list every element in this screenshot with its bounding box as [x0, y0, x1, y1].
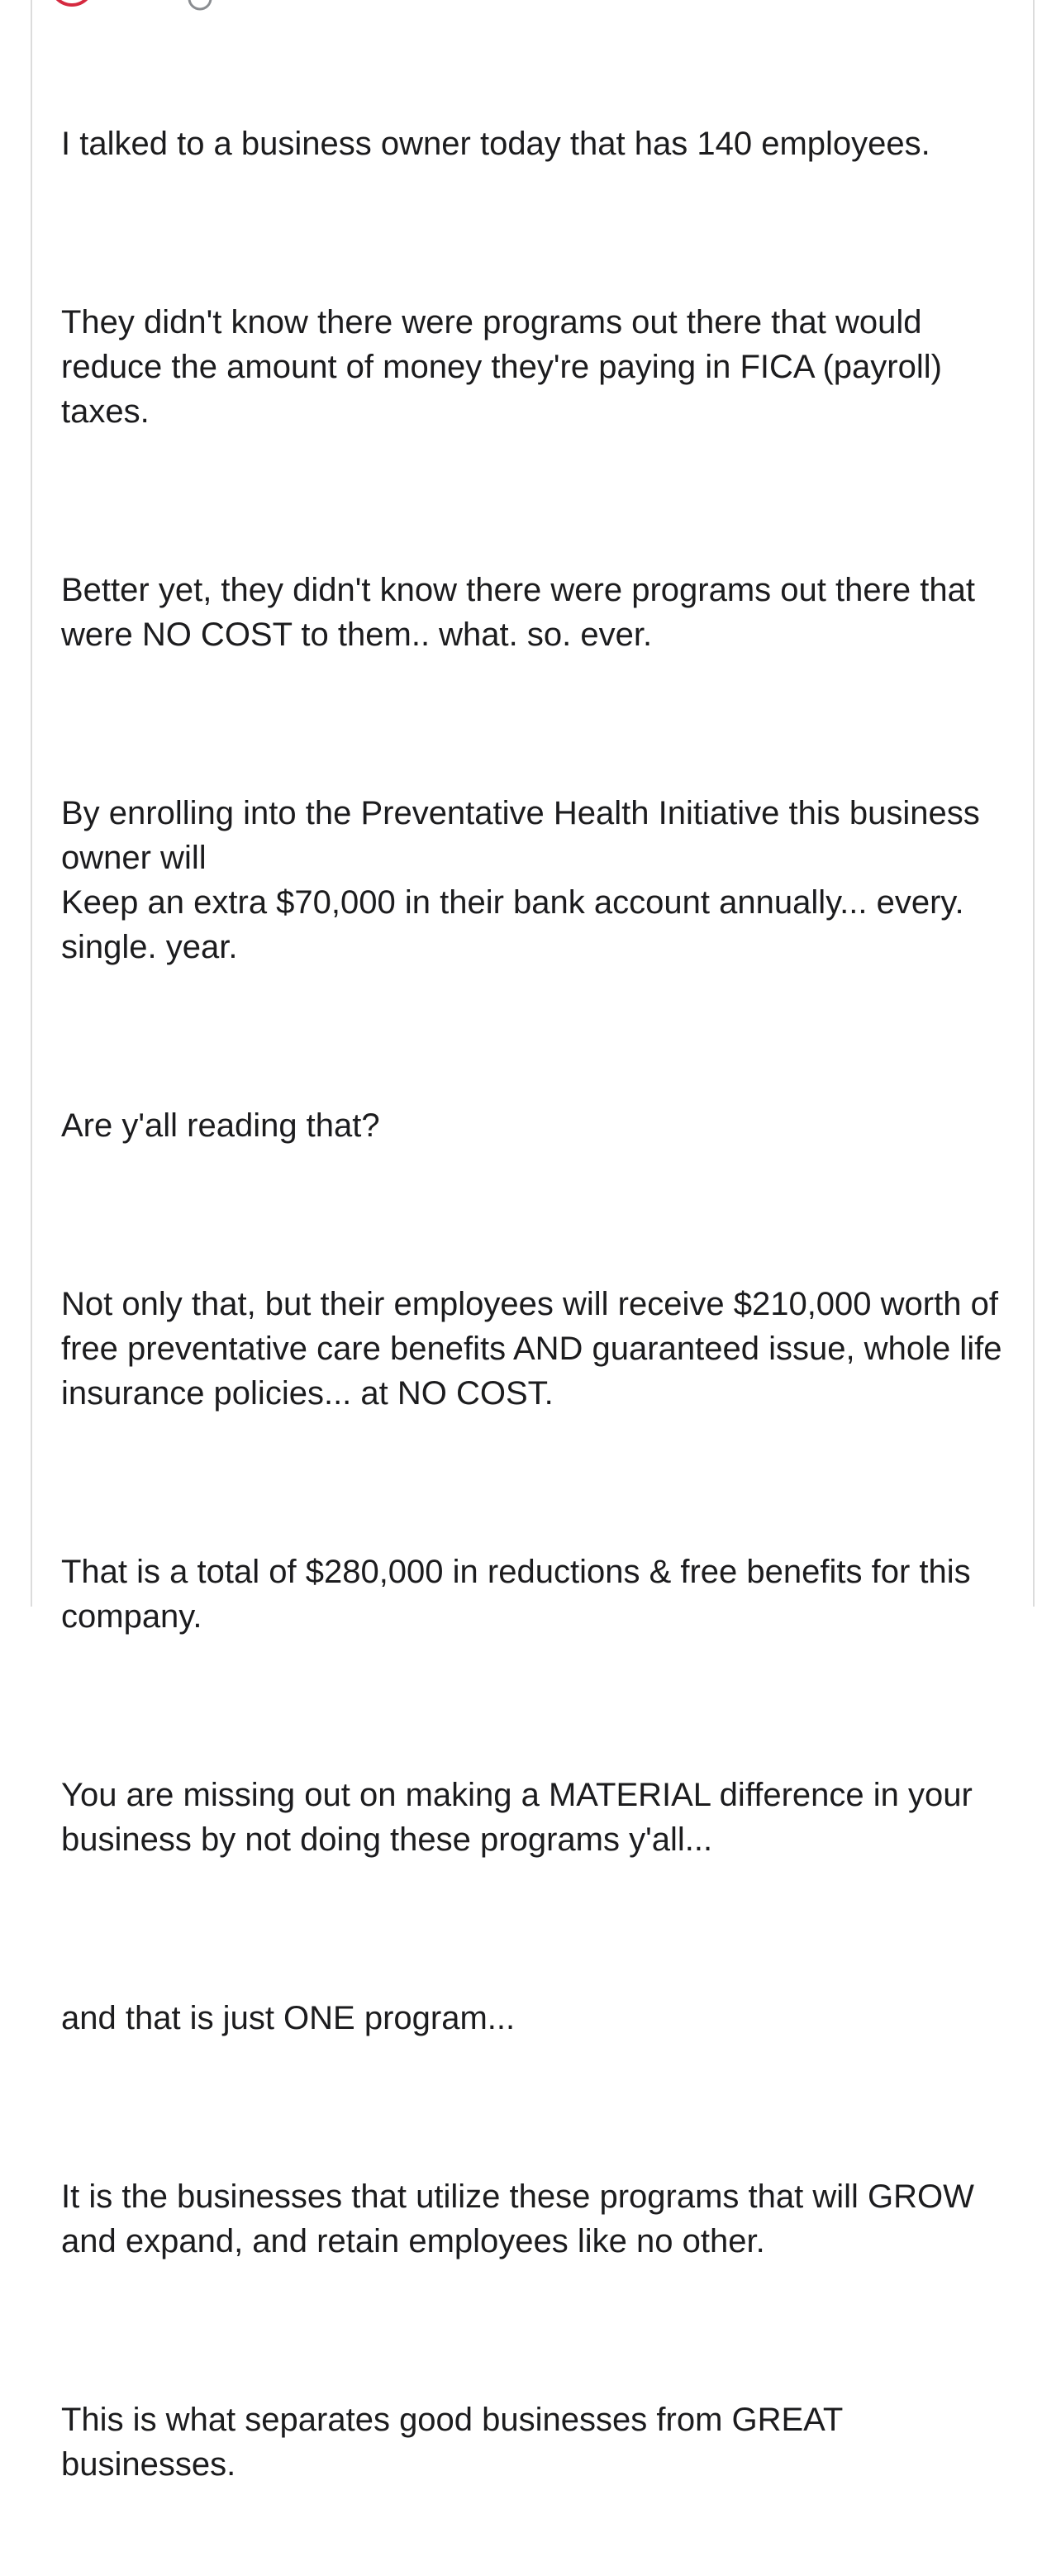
- post-paragraph: Are y'all reading that?: [61, 1107, 380, 1144]
- author-avatar[interactable]: [50, 0, 94, 7]
- post-paragraph: They didn't know there were programs out there that would reduce the amount of money they're paying in FICA (payroll) taxes.: [61, 304, 952, 430]
- post-paragraph: Better yet, they didn't know there were programs out there that were NO COST to them.. what. so. ever.: [61, 572, 985, 653]
- post-paragraph: You are missing out on making a MATERIAL difference in your business by not doing these programs y'all...: [61, 1777, 982, 1858]
- post-paragraph: That is a total of $280,000 in reductions & free benefits for this company.: [61, 1554, 980, 1635]
- post-header: [50, 0, 264, 15]
- post-paragraph: and that is just ONE program...: [61, 2000, 516, 2036]
- post-paragraph: It is the businesses that utilize these programs that will GROW and expand, and retain employees like no other.: [61, 2178, 984, 2259]
- post-card-left-border: [31, 0, 32, 1607]
- post-paragraph: This is what separates good businesses from GREAT businesses.: [61, 2402, 852, 2483]
- globe-icon: [187, 0, 213, 12]
- post-paragraph: I talked to a business owner today that has 140 employees.: [61, 126, 930, 162]
- post-paragraph: By enrolling into the Preventative Health Initiative this business owner will Keep an extra $70,000 in their bank account annually... every. single. year.: [61, 795, 980, 965]
- post-text: [61, 32, 1020, 2576]
- post-paragraph: Not only that, but their employees will receive $210,000 worth of free preventative care benefits AND guaranteed issue, whole life insurance policies... at NO COST.: [61, 1286, 1011, 1412]
- post-card-right-border: [1033, 0, 1035, 1607]
